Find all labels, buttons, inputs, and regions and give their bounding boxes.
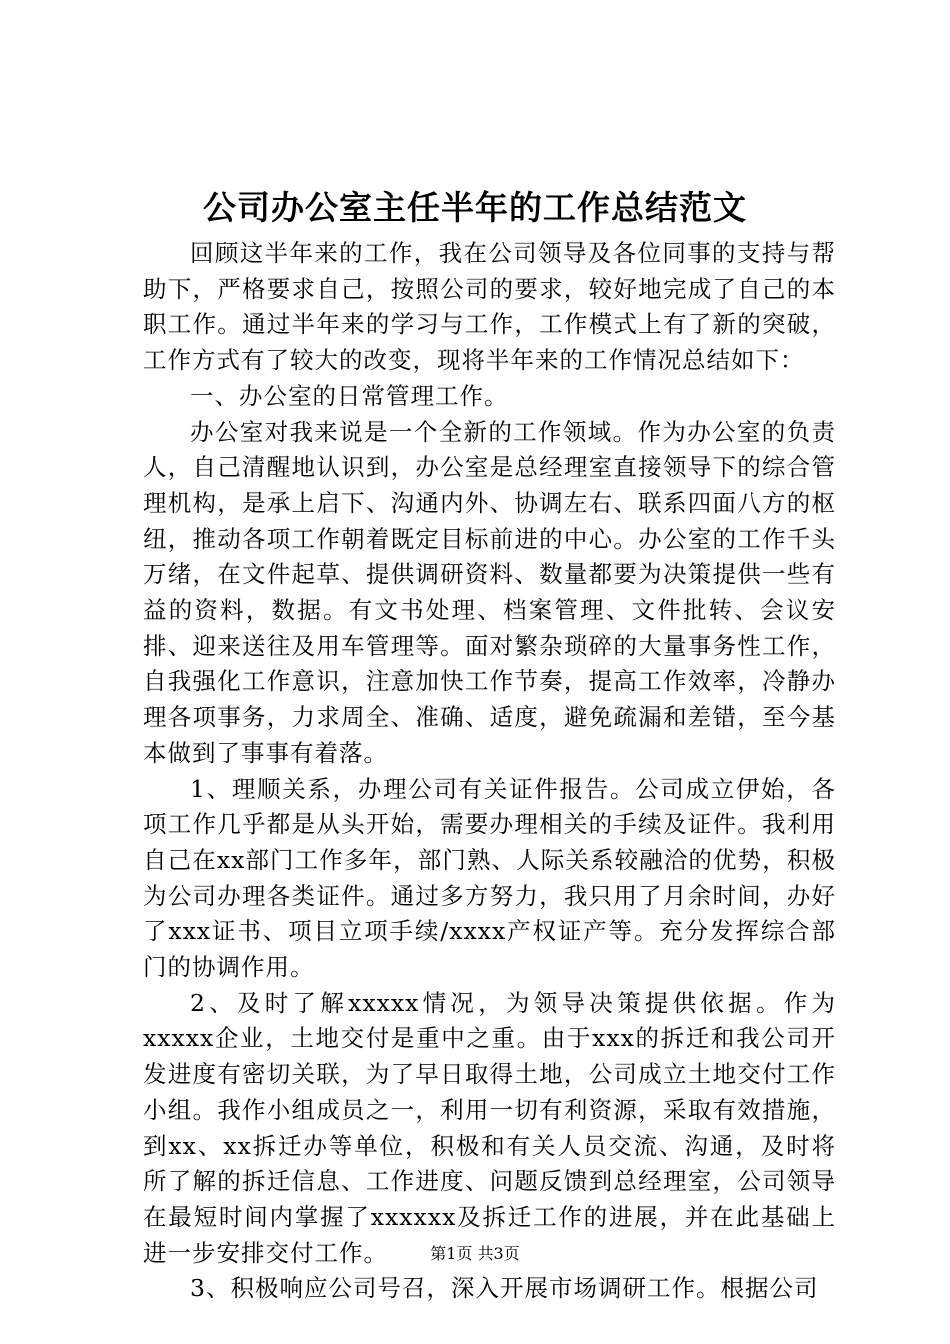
section-heading-daily-management: 一、办公室的日常管理工作。 — [190, 381, 509, 410]
paragraph-item-1: 1、理顺关系，办理公司有关证件报告。公司成立伊始，各项工作几乎都是从头开始，需要办理相关的手续及证件。我利用自己在xx部门工作多年，部门熟、人际关系较融洽的优势，积极为公司办理各类证件。通过多方努力，我只用了月余时间，办好了xxx证书、项目立项手续/xxxx产权证产等。充分发挥综合部门的协调作用。 — [143, 774, 836, 982]
page-footer: 第1页 共3页 — [430, 1244, 520, 1263]
document-title: 公司办公室主任半年的工作总结范文 — [203, 188, 747, 227]
paragraph-office-role: 办公室对我来说是一个全新的工作领域。作为办公室的负责人，自己清醒地认识到，办公室是总经理室直接领导下的综合管理机构，是承上启下、沟通内外、协调左右、联系四面八方的枢纽，推动各项工作朝着既定目标前进的中心。办公室的工作千头万绪，在文件起草、提供调研资料、数量都要为决策提供一些有益的资料，数据。有文书处理、档案管理、文件批转、会议安排、迎来送往及用车管理等。面对繁杂琐碎的大量事务性工作，自我强化工作意识，注意加快工作节奏，提高工作效率，冷静办理各项事务，力求周全、准确、适度，避免疏漏和差错，至今基本做到了事事有着落。 — [143, 417, 836, 767]
paragraph-item-3: 3、积极响应公司号召，深入开展市场调研工作。根据公司 — [190, 1274, 819, 1303]
paragraph-intro: 回顾这半年来的工作，我在公司领导及各位同事的支持与帮助下，严格要求自己，按照公司的要求，较好地完成了自己的本职工作。通过半年来的学习与工作，工作模式上有了新的突破，工作方式有了较大的改变，现将半年来的工作情况总结如下： — [143, 239, 836, 375]
document-body — [143, 236, 836, 1307]
paragraph-item-2: 2、及时了解xxxxx情况，为领导决策提供依据。作为xxxxx企业，土地交付是重中之重。由于xxx的拆迁和我公司开发进度有密切关联，为了早日取得土地，公司成立土地交付工作小组。我作小组成员之一，利用一切有利资源，采取有效措施，到xx、xx拆迁办等单位，积极和有关人员交流、沟通，及时将所了解的拆迁信息、工作进度、问题反馈到总经理室，公司领导在最短时间内掌握了xxxxxx及拆迁工作的进展，并在此基础上进一步安排交付工作。 — [143, 988, 836, 1267]
